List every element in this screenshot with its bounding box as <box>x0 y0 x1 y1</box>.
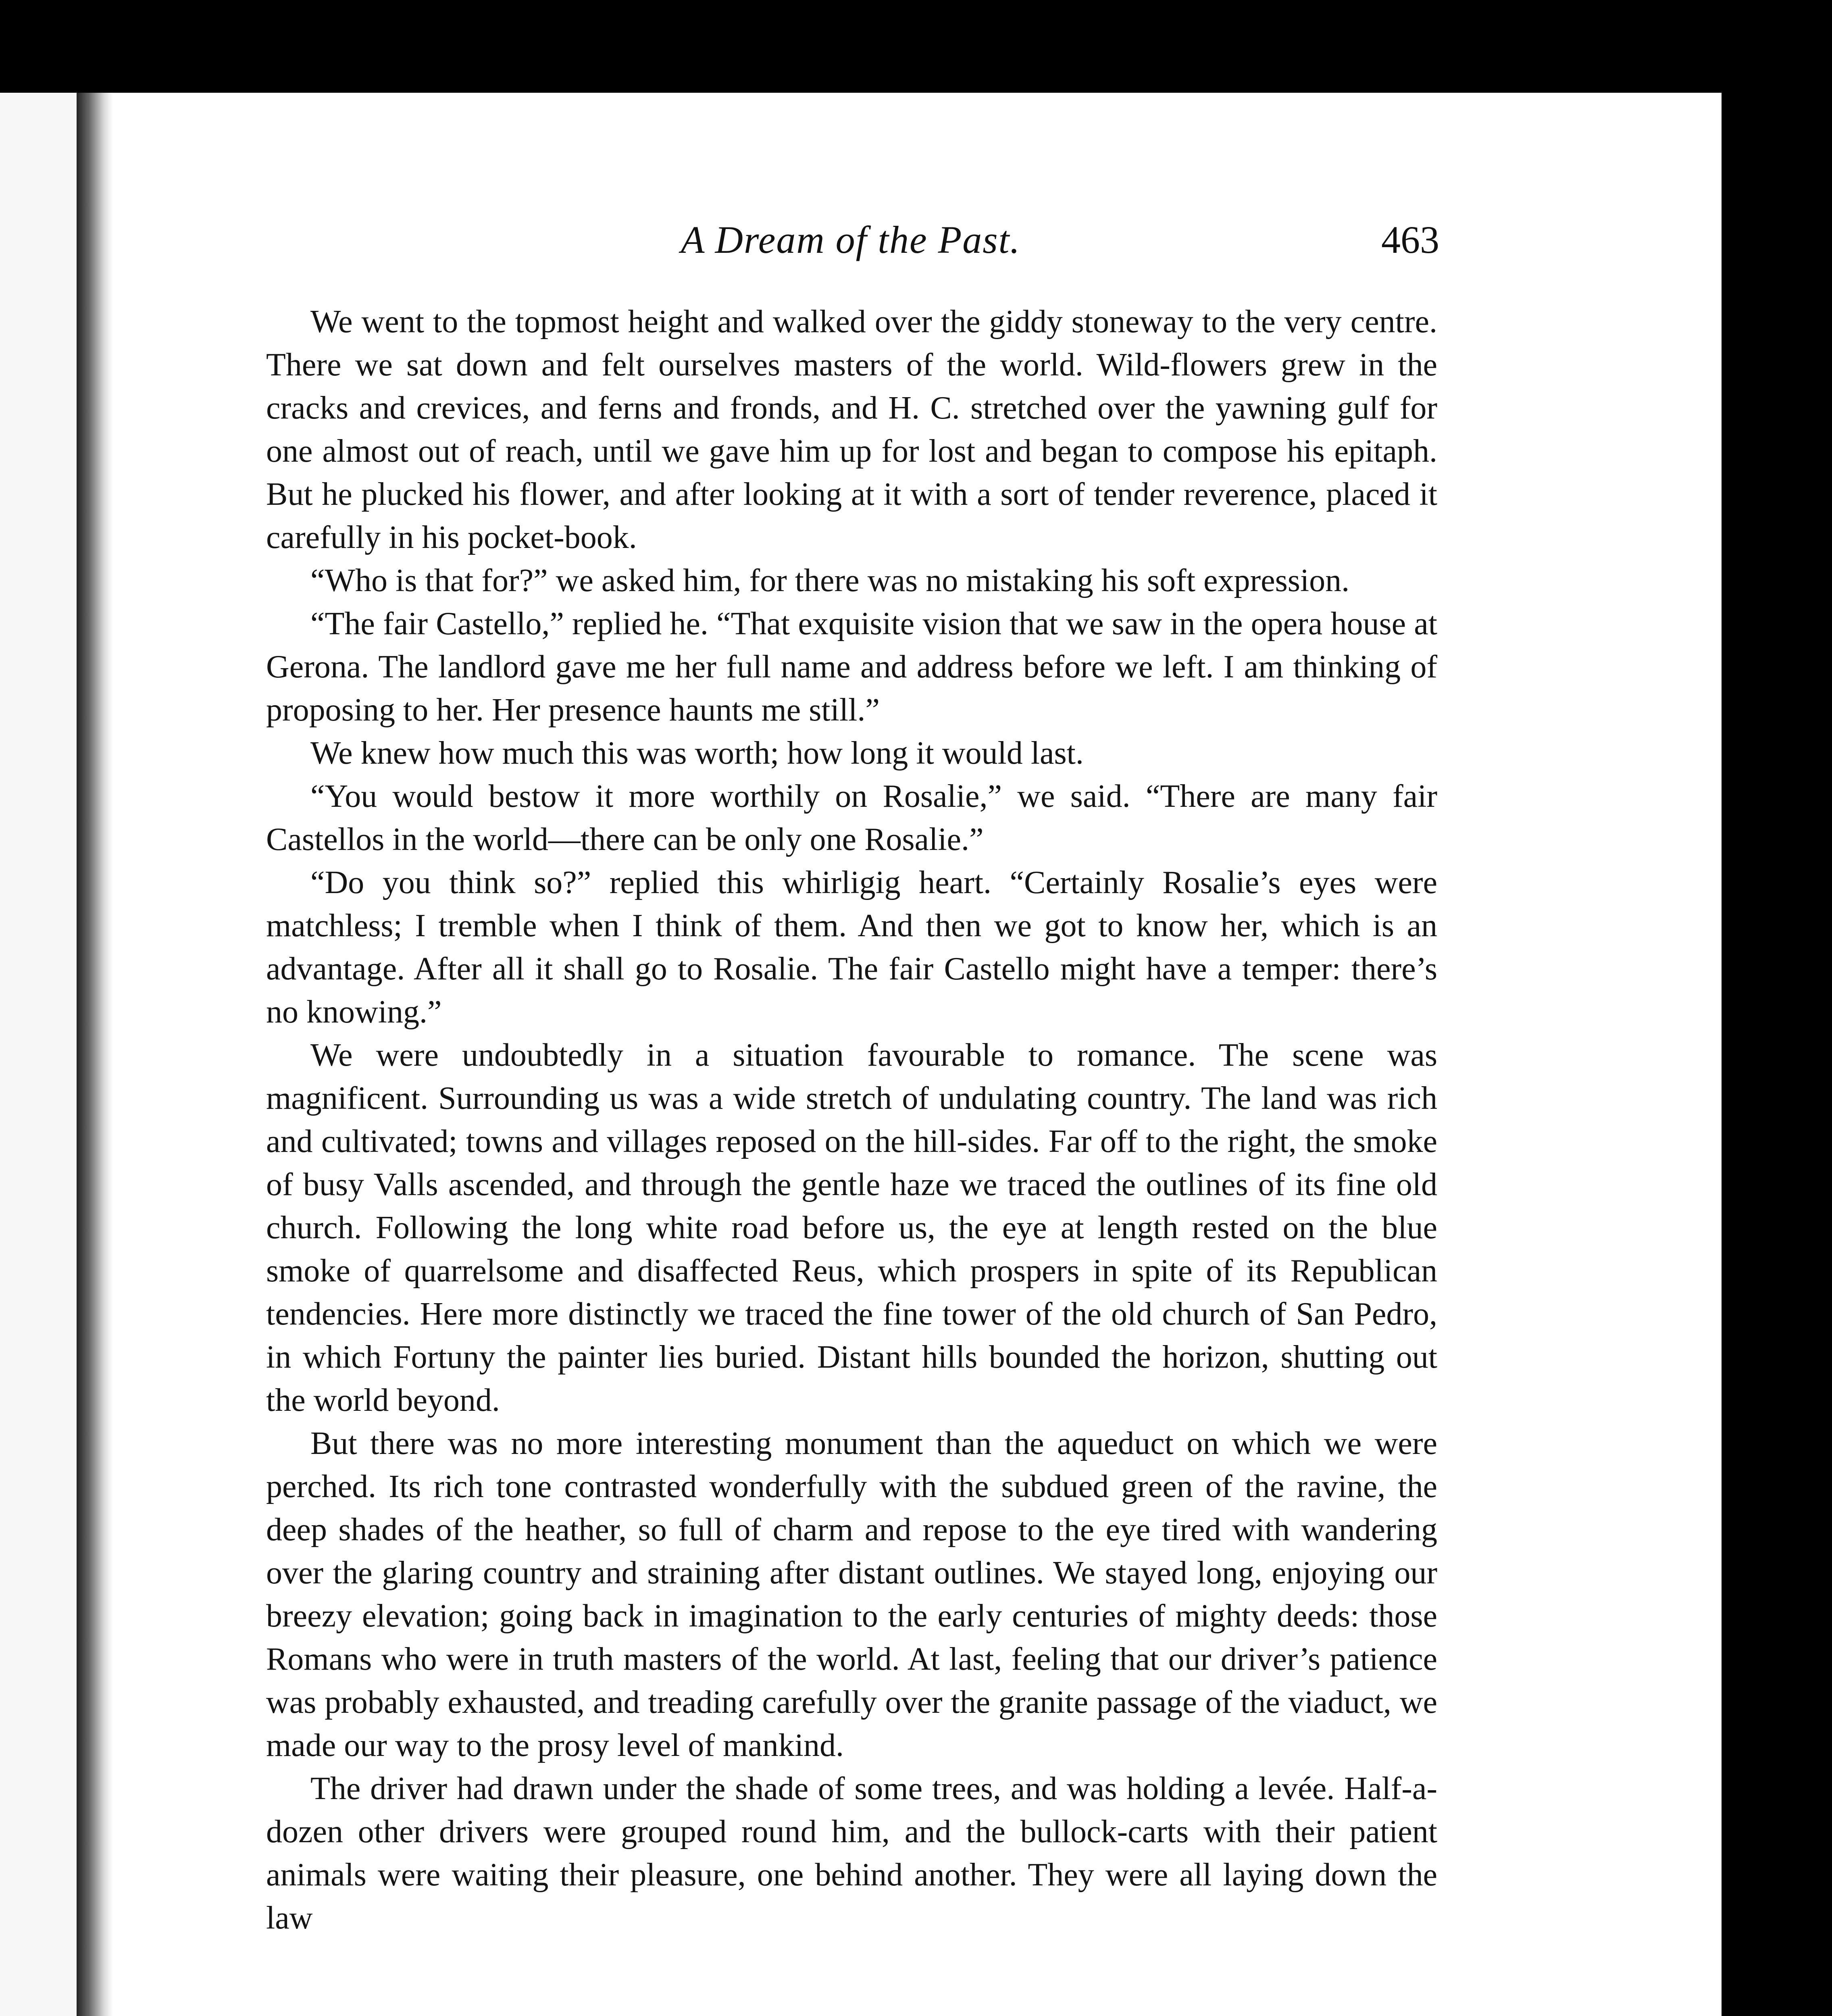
facing-page-edge <box>0 93 77 2016</box>
paragraph-9: The driver had drawn under the shade of some trees, and was holding a levée. Half-a-dozen other drivers were grouped round him, and the bullock-carts with their patient animals were waiting their pleasure, one behind another. They were all laying down the law <box>266 1771 1437 1936</box>
paragraph-4: We knew how much this was worth; how long it would last. <box>310 735 1084 771</box>
paragraph-8: But there was no more interesting monument than the aqueduct on which we were perched. Its rich tone contrasted wonderfully with the subdued green of the ravine, the deep shades of the heather, so full of charm and repose to the eye tired with wandering over the glaring country and straining after distant outlines. We stayed long, enjoying our breezy elevation; going back in imagination to the early centuries of mighty deeds: those Romans who were in truth masters of the world. At last, feeling that our driver’s patience was probably exhausted, and treading carefully over the granite passage of the viaduct, we made our way to the prosy level of mankind. <box>266 1426 1437 1763</box>
body-text <box>266 300 1437 1940</box>
page-number: 463 <box>1381 218 1439 261</box>
paragraph-6: “Do you think so?” replied this whirligig heart. “Certainly Rosalie’s eyes were matchless; I tremble when I think of them. And then we got to know her, which is an advantage. After all it shall go to Rosalie. The fair Castello might have a temper: there’s no knowing.” <box>266 865 1437 1030</box>
paragraph-5: “You would bestow it more worthily on Rosalie,” we said. “There are many fair Castellos in the world—there can be only one Rosalie.” <box>266 779 1437 857</box>
book-page <box>0 93 1722 2016</box>
paragraph-1: We went to the topmost height and walked over the giddy stoneway to the very centre. There we sat down and felt ourselves masters of the world. Wild-flowers grew in the cracks and crevices, and ferns and fronds, and H. C. stretched over the yawning gulf for one almost out of reach, until we gave him up for lost and began to compose his epitaph. But he plucked his flower, and after looking at it with a sort of tender reverence, placed it carefully in his pocket-book. <box>266 304 1437 555</box>
paragraph-7: We were undoubtedly in a situation favourable to romance. The scene was magnificent. Surrounding us was a wide stretch of undulating country. The land was rich and cultivated; towns and villages reposed on the hill-sides. Far off to the right, the smoke of busy Valls ascended, and through the gentle haze we traced the outlines of its fine old church. Following the long white road before us, the eye at length rested on the blue smoke of quarrelsome and disaffected Reus, which prospers in spite of its Republican tendencies. Here more distinctly we traced the fine tower of the old church of San Pedro, in which Fortuny the painter lies buried. Distant hills bounded the horizon, shutting out the world beyond. <box>266 1037 1437 1418</box>
running-title: A Dream of the Past. <box>681 218 1021 261</box>
gutter-shadow <box>77 93 113 2016</box>
paragraph-3: “The fair Castello,” replied he. “That exquisite vision that we saw in the opera house at Gerona. The landlord gave me her full name and address before we left. I am thinking of proposing to her. Her presence haunts me still.” <box>266 606 1437 728</box>
paragraph-2: “Who is that for?” we asked him, for there was no mistaking his soft expression. <box>310 563 1350 598</box>
